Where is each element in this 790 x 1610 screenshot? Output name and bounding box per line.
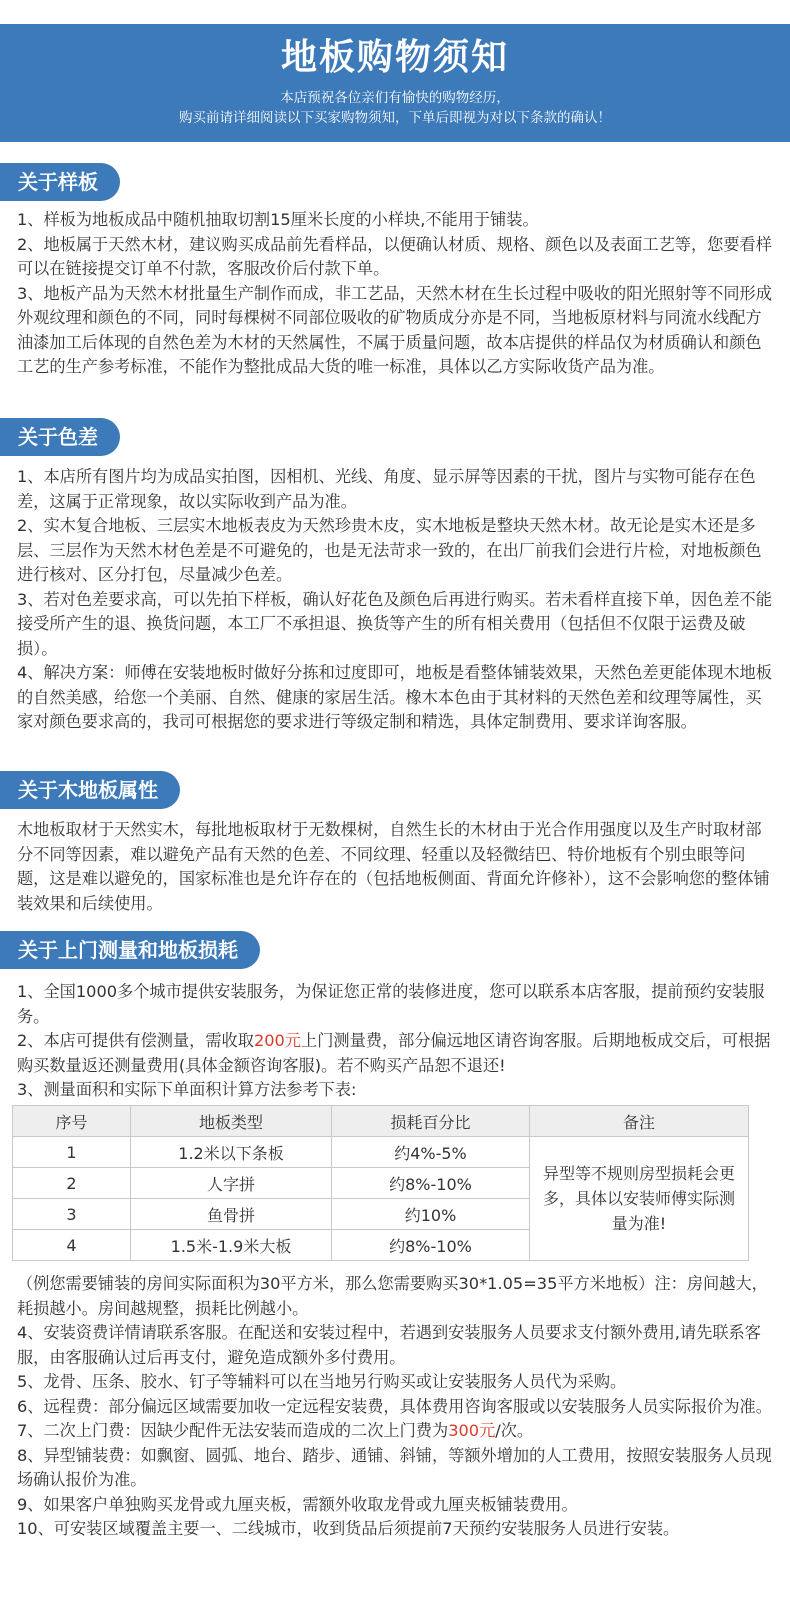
table-cell: 2 [13,1168,131,1199]
table-cell: 4 [13,1230,131,1261]
paragraph: 3、地板产品为天然木材批量生产制作而成，非工艺品，天然木材在生长过程中吸收的阳光照射等不同形成外观纹理和颜色的不同，同时每棵树不同部位吸收的矿物质成分亦是不同，当地板原材料与同流水线配方油漆加工后体现的自然色差为木材的天然属性，不属于质量问题，故本店提供的样品仅为材质确认和颜色工艺的生产参考标准，不能作为整批成品大货的唯一标准，具体以乙方实际收货产品为准。 [17,283,772,376]
paragraph: 10、可安装区域覆盖主要一、二线城市，收到货品后须提前7天预约安装服务人员进行安装。 [17,1519,680,1538]
paragraph: （例您需要铺装的房间实际面积为30平方米，那么您需要购买30*1.05=35平方米地板）注：房间越大，耗损越小。房间越规整，损耗比例越小。 [17,1274,768,1318]
paragraph: 4、解决方案：师傅在安装地板时做好分拣和过度即可，地板是看整体铺装效果，天然色差更能体现木地板的自然美感，给您一个美丽、自然、健康的家居生活。橡木本色由于其材料的天然色差和纹理等属性，买家对颜色要求高的，我司可根据您的要求进行等级定制和精选，具体定制费用、要求详询客服。 [17,663,772,731]
paragraph: 3、测量面积和实际下单面积计算方法参考下表: [17,1080,357,1099]
section-heading-measure: 关于上门测量和地板损耗 [0,931,260,969]
table-cell: 3 [13,1199,131,1230]
paragraph: 1、样板为地板成品中随机抽取切割15厘米长度的小样块,不能用于铺装。 [17,210,539,229]
section-body-color [17,465,775,735]
paragraph [17,1029,775,1078]
section-body-measure-top [17,980,775,1103]
table-cell: 约4%-5% [332,1137,530,1168]
header-banner [0,24,790,142]
table-cell: 鱼骨拼 [131,1199,332,1230]
revisit-fee: 300元 [448,1421,496,1440]
section-heading-property: 关于木地板属性 [0,771,180,809]
table-cell: 人字拼 [131,1168,332,1199]
section-heading-color: 关于色差 [0,418,120,456]
paragraph: 1、全国1000多个城市提供安装服务，为保证您正常的装修进度，您可以联系本店客服，提前预约安装服务。 [17,982,765,1026]
section-body-sample [17,208,775,380]
paragraph: 3、若对色差要求高，可以先拍下样板，确认好花色及颜色后再进行购买。若未看样直接下单，因色差不能接受所产生的退、换货问题，本工厂不承担退、换货等产生的所有相关费用（包括但不仅限于运费及破损）。 [17,589,772,658]
section-body-measure-bottom [17,1272,775,1542]
text: /次。 [495,1421,534,1440]
column-header: 序号 [13,1106,131,1137]
table-cell: 约8%-10% [332,1168,530,1199]
paragraph: 9、如果客户单独购买龙骨或九厘夹板，需额外收取龙骨或九厘夹板铺装费用。 [17,1494,578,1514]
measure-fee: 200元 [253,1031,302,1050]
table-cell: 1.5米-1.9米大板 [131,1230,332,1261]
paragraph: 5、龙骨、压条、胶水、钉子等辅料可以在当地另行购买或让安装服务人员代为采购。 [17,1372,627,1391]
table-cell: 1 [13,1137,131,1168]
table-cell: 约10% [332,1199,530,1230]
paragraph: 2、实木复合地板、三层实木地板表皮为天然珍贵木皮，实木地板是整块天然木材。故无论是实木还是多层、三层作为天然木材色差是不可避免的，也是无法苛求一致的，在出厂前我们会进行片检，对地板颜色进行核对、区分打包，尽量减少色差。 [17,516,762,584]
paragraph: 2、地板属于天然木材，建议购买成品前先看样品，以便确认材质、规格、颜色以及表面工艺等，您要看样可以在链接提交订单不付款，客服改价后付款下单。 [17,234,772,278]
table-cell: 约8%-10% [332,1230,530,1261]
paragraph: 木地板取材于天然实木，每批地板取材于无数棵树，自然生长的木材由于光合作用强度以及生产时取材部分不同等因素，难以避免产品有天然的色差、不同纹理、轻重以及轻微结巴、特价地板有个别虫眼等问题，这是难以避免的，国家标准也是允许存在的（包括地板侧面、背面允许修补），这不会影响您的整体铺装效果和后续使用。 [17,820,770,913]
table-note: 异型等不规则房型损耗会更多，具体以安装师傅实际测量为准! [530,1137,749,1261]
paragraph: 4、安装资费详情请联系客服。在配送和安装过程中，若遇到安装服务人员要求支付额外费用,请先联系客服，由客服确认过后再支付，避免造成额外多付费用。 [17,1323,761,1367]
text: 上门测量费，部分偏远地区请咨询客服。后期地板成交后，可根据购买数量返还测量费用(具体金额咨询客服)。若不购买产品恕不退还! [17,1031,771,1075]
column-header: 备注 [530,1106,749,1137]
loss-table [12,1105,749,1261]
table-cell: 1.2米以下条板 [131,1137,332,1168]
table-row [13,1137,749,1168]
section-heading-sample: 关于样板 [0,163,120,201]
text: 7、二次上门费：因缺少配件无法安装而造成的二次上门费为 [17,1421,449,1440]
paragraph: 8、异型铺装费：如飘窗、圆弧、地台、踏步、通铺、斜铺，等额外增加的人工费用，按照安装服务人员现场确认报价为准。 [17,1445,772,1489]
banner-subtitle-line: 本店预祝各位亲们有愉快的购物经历， [280,90,510,106]
paragraph: 6、远程费：部分偏远区域需要加收一定远程安装费，具体费用咨询客服或以安装服务人员实际报价为准。 [17,1396,772,1416]
banner-subtitle [0,88,790,128]
page-title: 地板购物须知 [280,37,509,78]
column-header: 地板类型 [131,1106,332,1137]
section-body-property [17,818,775,916]
text: 2、本店可提供有偿测量，需收取 [17,1031,254,1050]
table-header-row [13,1106,749,1137]
column-header: 损耗百分比 [332,1106,530,1137]
paragraph [17,1419,775,1444]
banner-subtitle-line: 购买前请详细阅读以下买家购物须知，下单后即视为对以下条款的确认！ [179,110,611,126]
paragraph: 1、本店所有图片均为成品实拍图，因相机、光线、角度、显示屏等因素的干扰，图片与实物可能存在色差，这属于正常现象，故以实际收到产品为准。 [17,467,756,511]
